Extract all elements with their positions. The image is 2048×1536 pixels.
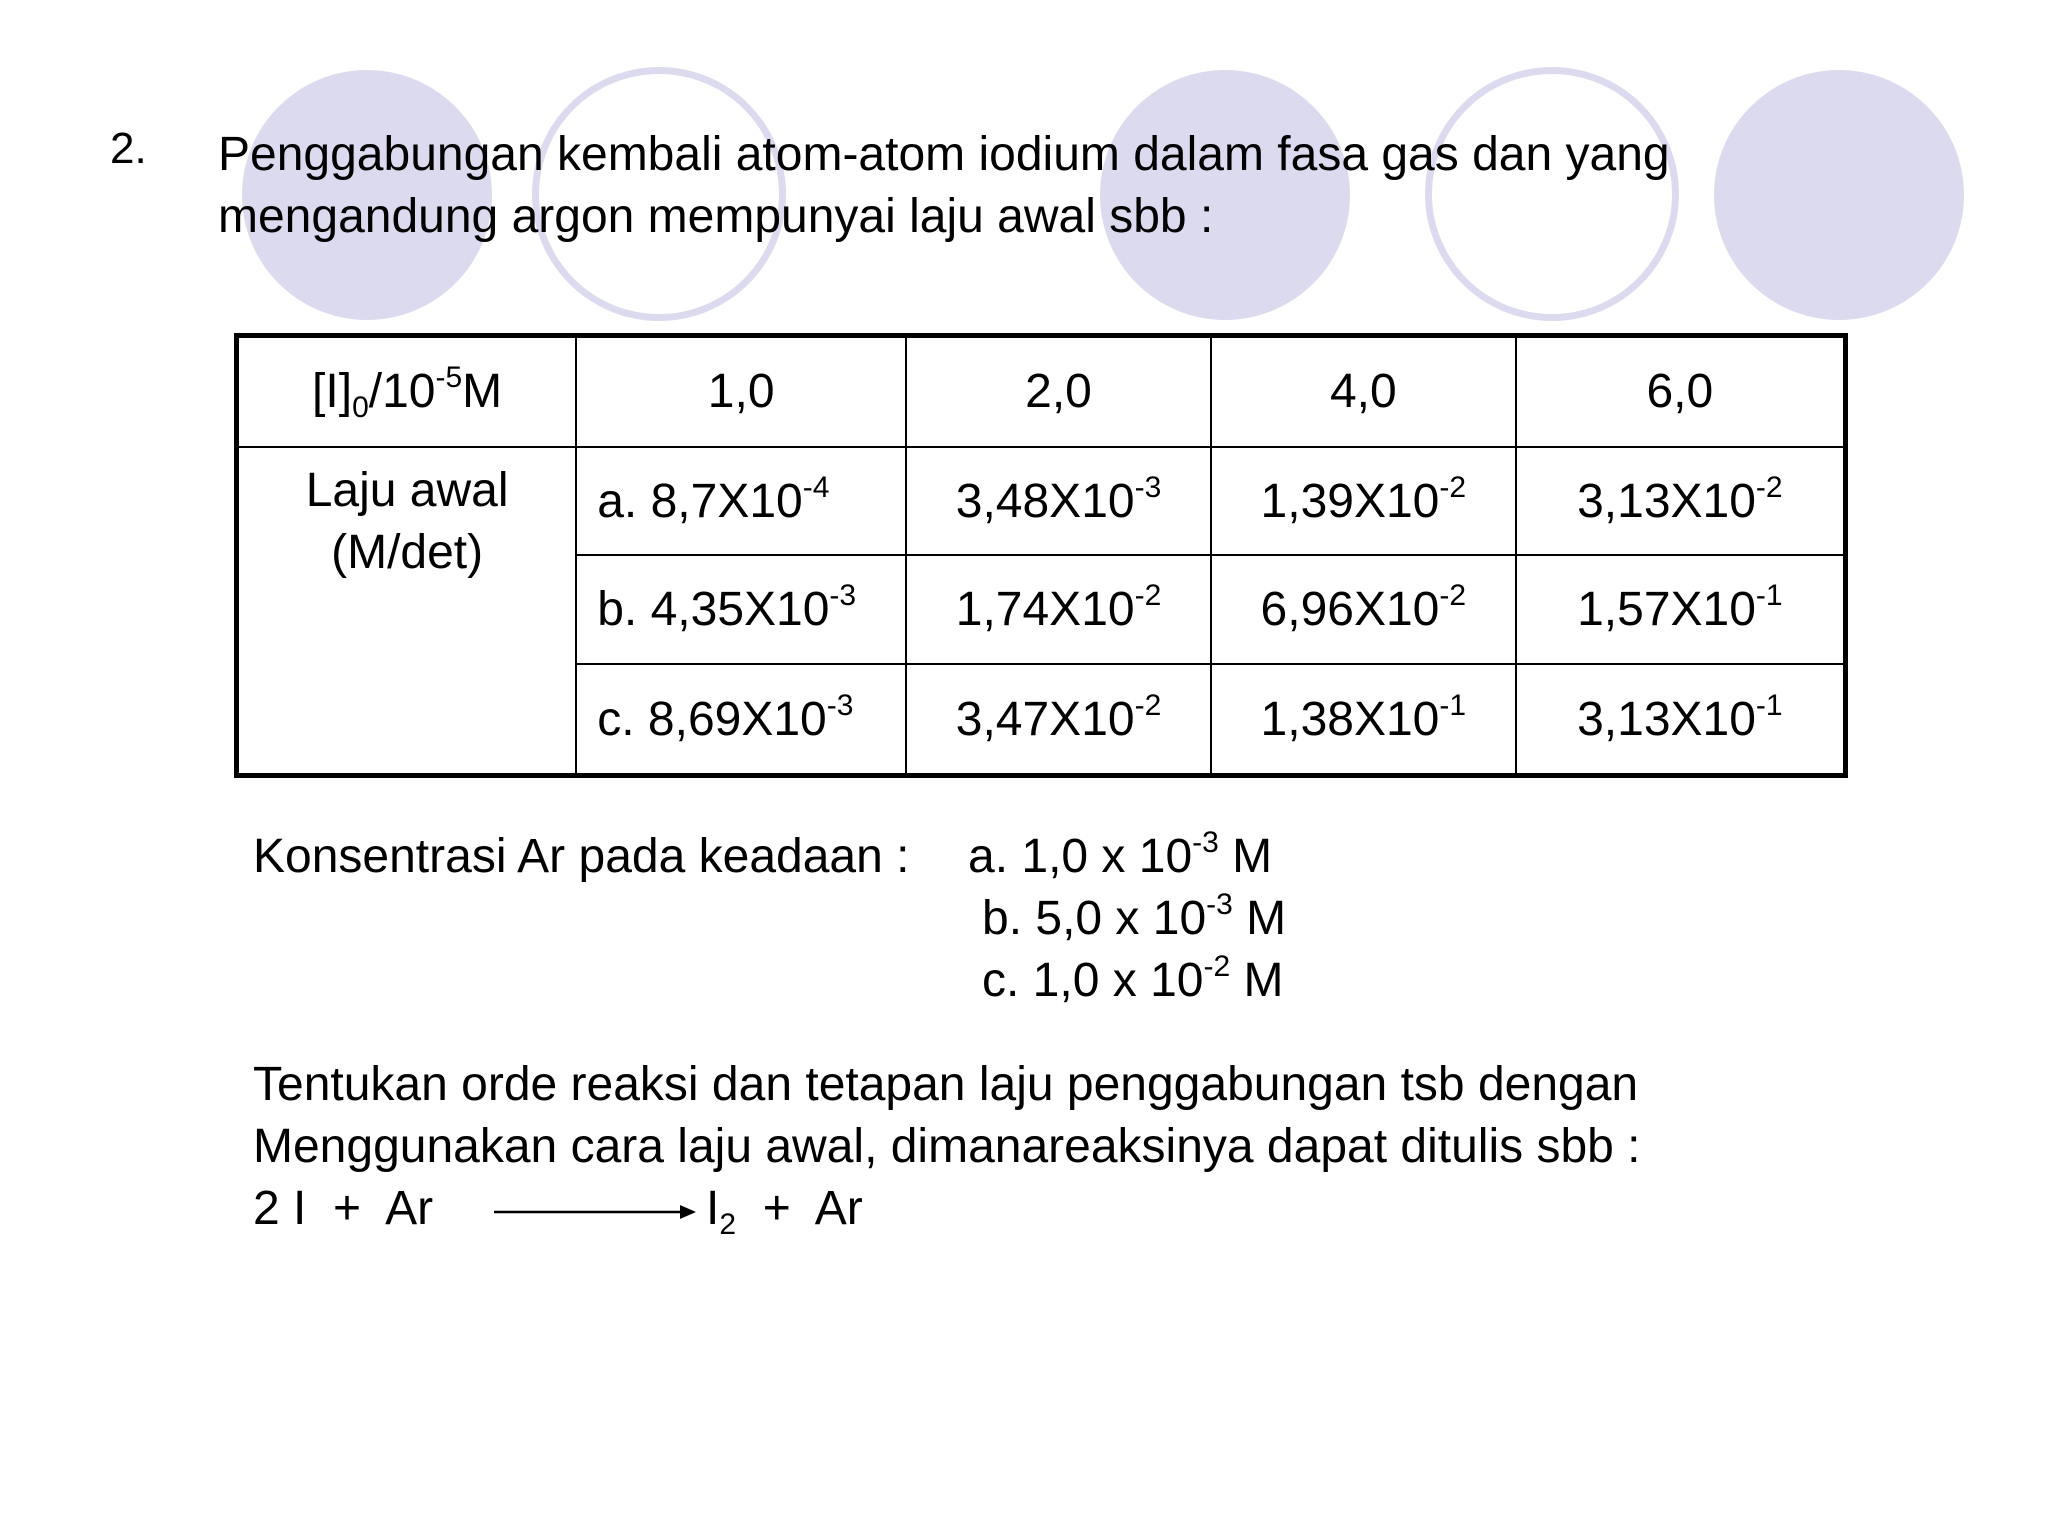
rate-cell: b. $4,35X10^{-3}$ (576, 555, 906, 664)
concentration-header-row (237, 336, 1846, 447)
rate-row-a (237, 447, 1846, 556)
question-line-1: Tentukan orde reaksi dan tetapan laju penggabungan tsb dengan (253, 1058, 1639, 1111)
rate-cell: $3,48X10^{-3}$ (906, 447, 1211, 556)
rate-label: Laju awal (M/det) (237, 447, 577, 776)
concentration-header-label: $[I]_0/10^{-5}M$ (237, 336, 577, 447)
question-line-2: Menggunakan cara laju awal, dimanareaksinya dapat ditulis sbb : (253, 1120, 1641, 1173)
rate-cell: $1,57X10^{-1}$ (1516, 555, 1846, 664)
rate-cell: $3,47X10^{-2}$ (906, 664, 1211, 775)
argon-item-c: c. 1,0 x $10^{-2}$ M (982, 950, 1284, 1007)
argon-item-a: a. 1,0 x $10^{-3}$ M (968, 826, 1273, 883)
rate-cell: $1,38X10^{-1}$ (1211, 664, 1516, 775)
question-text (253, 1054, 1873, 1178)
reaction-arrow-icon (494, 1200, 696, 1224)
intro-line-2: mengandung argon mempunyai laju awal sbb : (218, 190, 1214, 243)
rate-cell: $1,74X10^{-2}$ (906, 555, 1211, 664)
reaction-product: $I_2 + Ar$ (706, 1182, 863, 1241)
rate-cell: $6,96X10^{-2}$ (1211, 555, 1516, 664)
rate-cell: c. $8,69X10^{-3}$ (576, 664, 906, 775)
argon-item-b: b. 5,0 x $10^{-3}$ M (982, 888, 1287, 945)
problem-number: 2. (110, 124, 147, 173)
rate-table (234, 333, 1848, 778)
reaction-reactants: 2 I + Ar (253, 1182, 434, 1235)
concentration-cell: 4,0 (1211, 336, 1516, 447)
rate-cell: $1,39X10^{-2}$ (1211, 447, 1516, 556)
concentration-cell: 6,0 (1516, 336, 1846, 447)
concentration-cell: 1,0 (576, 336, 906, 447)
concentration-cell: 2,0 (906, 336, 1211, 447)
problem-intro (218, 124, 1838, 248)
rate-cell: $3,13X10^{-1}$ (1516, 664, 1846, 775)
rate-cell: $3,13X10^{-2}$ (1516, 447, 1846, 556)
intro-line-1: Penggabungan kembali atom-atom iodium dalam fasa gas dan yang (218, 128, 1670, 181)
rate-cell: a. $8,7X10^{-4}$ (576, 447, 906, 556)
argon-concentration-label: Konsentrasi Ar pada keadaan : (253, 830, 910, 883)
